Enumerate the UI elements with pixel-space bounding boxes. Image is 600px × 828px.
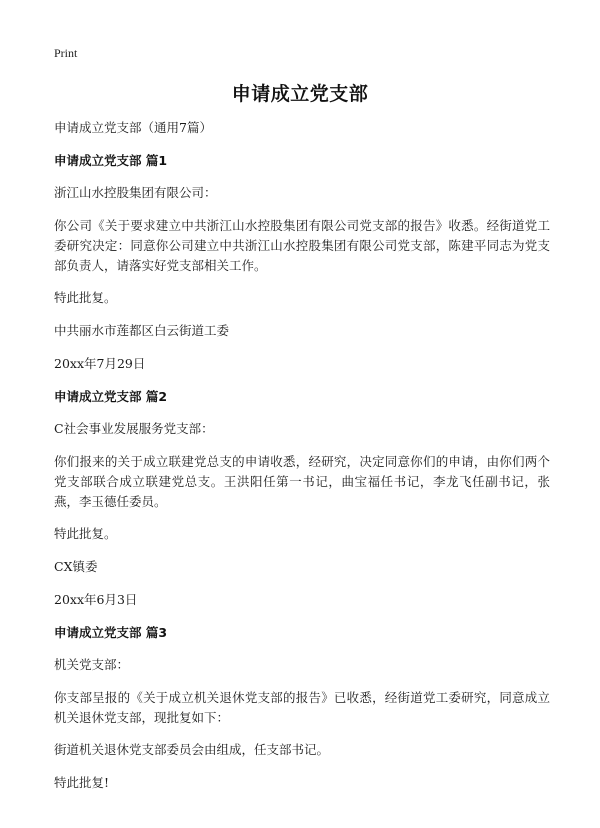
addressee: 浙江山水控股集团有限公司：: [54, 185, 217, 200]
section-3: [54, 623, 550, 793]
signature-org: CX镇委: [54, 559, 98, 574]
addressee: 机关党支部：: [54, 657, 130, 672]
print-label[interactable]: Print: [54, 46, 78, 60]
document-subtitle: 申请成立党支部（通用7篇）: [54, 120, 212, 135]
section-heading: 申请成立党支部 篇3: [54, 625, 168, 640]
section-heading: 申请成立党支部 篇1: [54, 153, 168, 168]
addressee: C社会事业发展服务党支部：: [54, 421, 214, 436]
closing-line: 特此批复。: [54, 526, 117, 541]
closing-line: 特此批复!: [54, 775, 110, 790]
document-title: 申请成立党支部: [231, 83, 369, 105]
section-heading: 申请成立党支部 篇2: [54, 389, 168, 404]
document-body: [54, 118, 550, 806]
body-paragraph: 你们报来的关于成立联建党总支的申请收悉，经研究，决定同意你们的申请，由你们两个党支部联合成立联建党总支。王洪阳任第一书记，曲宝福任书记，李龙飞任副书记，张燕，李玉德任委员。: [54, 454, 550, 509]
section-2: [54, 387, 550, 610]
body-paragraph: 你公司《关于要求建立中共浙江山水控股集团有限公司党支部的报告》收悉。经街道党工委研究决定：同意你公司建立中共浙江山水控股集团有限公司党支部，陈建平同志为党支部负责人，请落实好党支部相关工作。: [54, 218, 550, 273]
date-line: 20xx年6月3日: [54, 592, 138, 607]
body-paragraph: 你支部呈报的《关于成立机关退休党支部的报告》已收悉，经街道党工委研究，同意成立机关退休党支部，现批复如下：: [54, 690, 550, 725]
body-paragraph: 街道机关退休党支部委员会由组成，任支部书记。: [54, 742, 330, 757]
section-1: [54, 151, 550, 374]
signature-org: 中共丽水市莲都区白云街道工委: [54, 323, 230, 338]
date-line: 20xx年7月29日: [54, 356, 146, 371]
closing-line: 特此批复。: [54, 290, 117, 305]
